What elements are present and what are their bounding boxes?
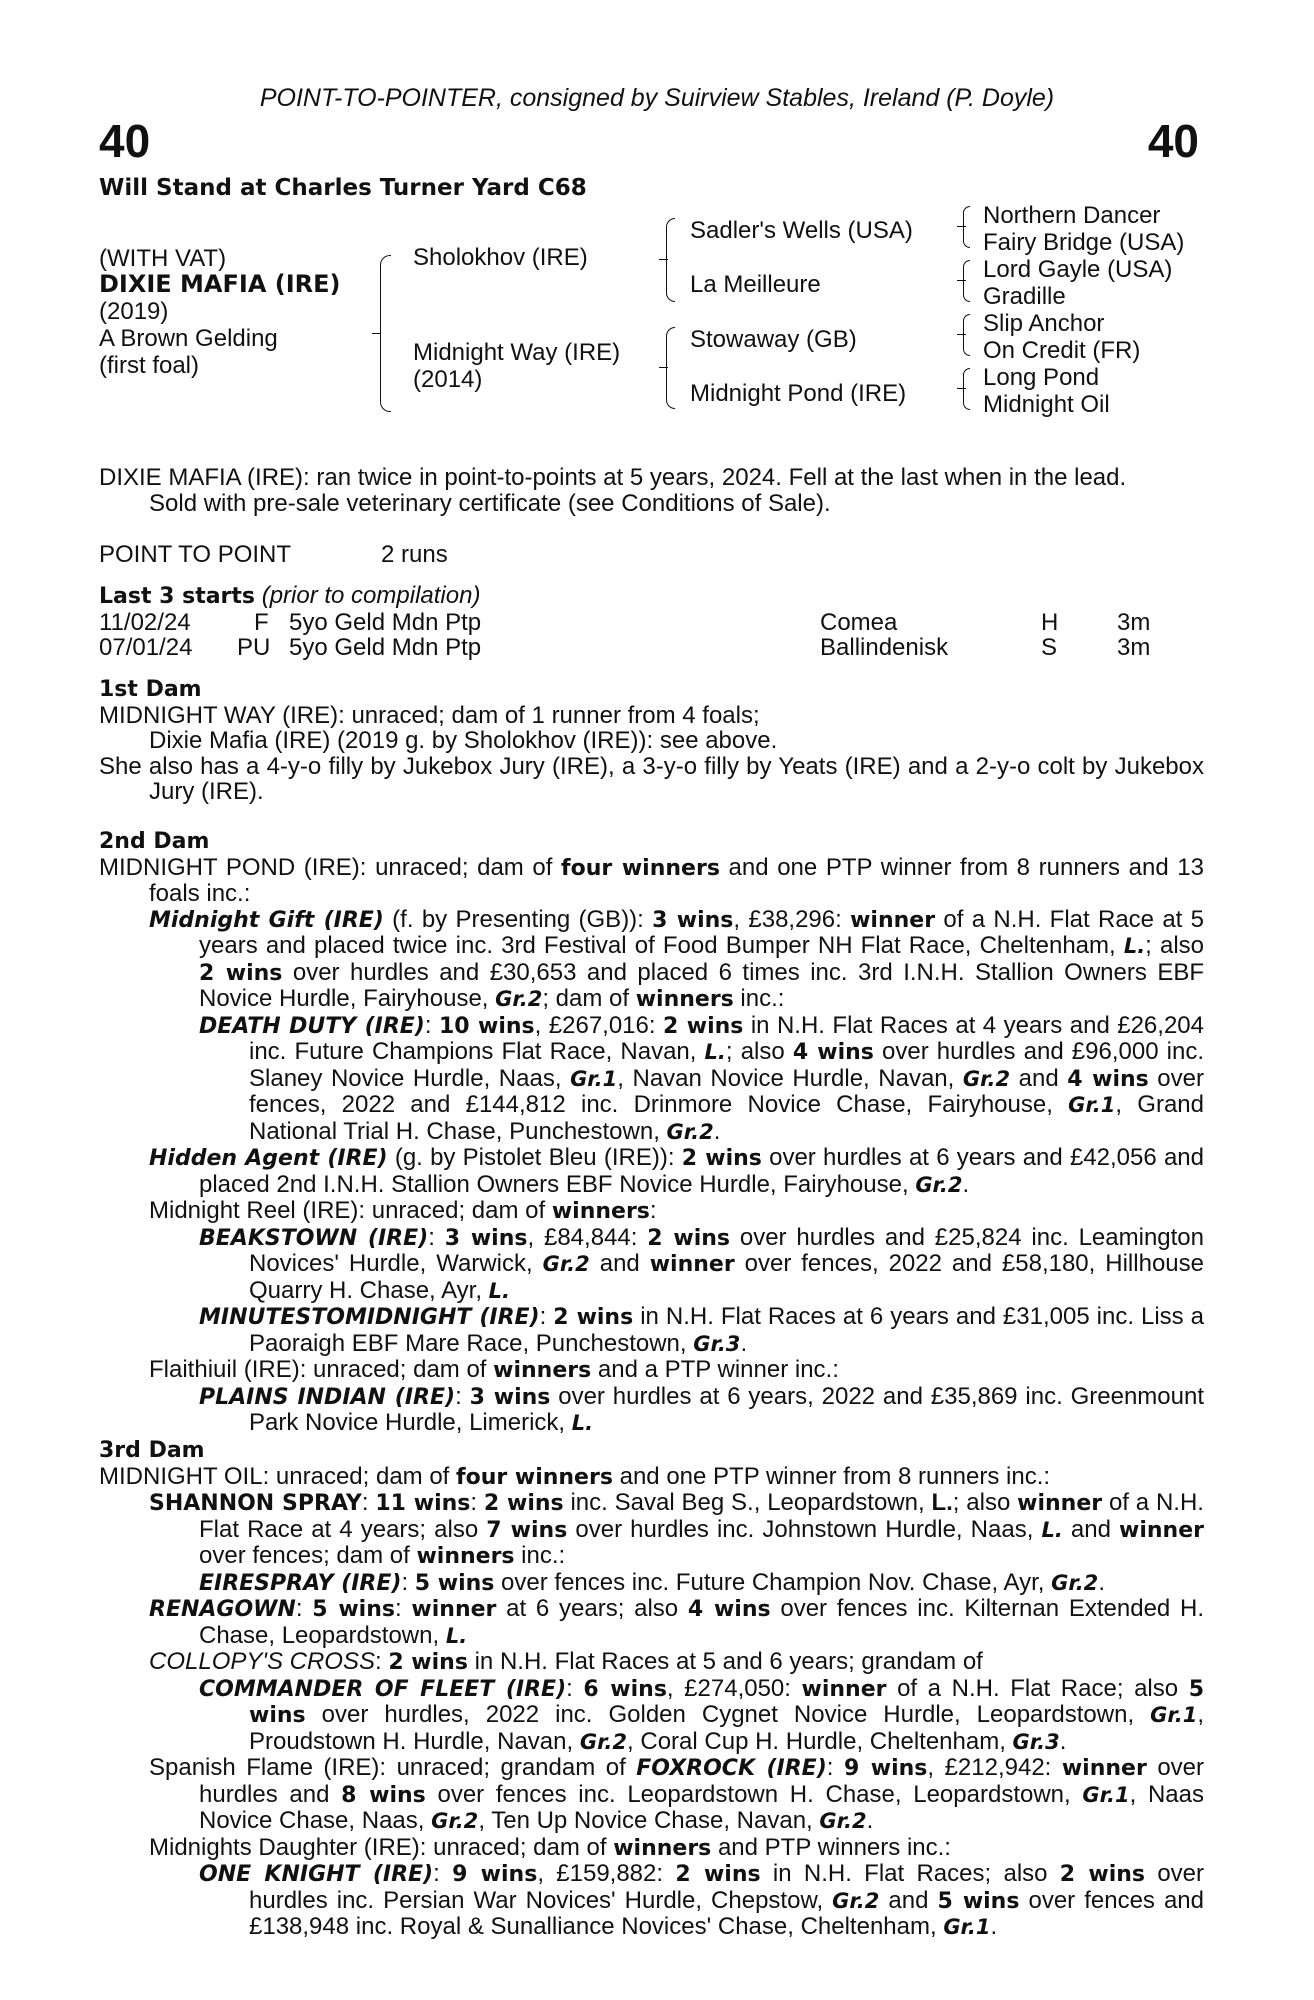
start-going: S [1041,634,1058,661]
pedigree-gg-1: Northern Dancer [983,202,1161,229]
text: . [990,1913,998,1940]
grade: Gr.1 [943,1915,991,1939]
text: ; also [952,1489,1018,1516]
grade: L. [931,1489,953,1516]
grade: L. [1123,934,1146,958]
first-dam-produce: Dixie Mafia (IRE) (2019 g. by Sholokhov (IRE)): see above. [149,727,778,754]
text: (f. by Presenting (GB)): [383,905,653,933]
text: : [455,1382,470,1410]
text: over hurdles inc. Persian War Novices' Hurdle, Chepstow, [249,1860,1205,1914]
last-starts-heading [99,583,1204,610]
last-starts-title: Last 3 starts [99,584,256,609]
ptp-label: POINT TO POINT [99,541,292,568]
pedigree-brace-main [380,255,391,412]
horse-link: BEAKSTOWN (IRE) [199,1225,429,1251]
text: , £159,882: [537,1860,676,1887]
text: MIDNIGHT OIL: unraced; dam of [99,1462,457,1490]
text: . [962,1170,970,1198]
text: 2 wins [1059,1862,1146,1887]
text: winner [411,1597,497,1622]
text: 5 wins [414,1570,495,1596]
text: winners [416,1544,515,1569]
text: . [1059,1727,1067,1755]
text: . [740,1329,748,1357]
text: over hurdles and £96,000 inc. Slaney Novice Hurdle, Naas, [249,1038,1205,1092]
pedigree-gg-7: Long Pond [983,364,1100,391]
text: and one PTP winner from 8 runners and 13 foals inc.: [149,853,1204,907]
text: 10 wins [438,1013,535,1039]
text: winner [1017,1491,1103,1516]
text: winner [1119,1517,1204,1543]
pedigree-dam-sire: Stowaway (GB) [690,326,857,353]
horse-link: ONE KNIGHT (IRE) [199,1862,434,1887]
grade: Gr.2 [431,1809,479,1833]
text: , Grand National Trial H. Chase, Punchestown, [249,1091,1204,1145]
text: and [589,1250,650,1277]
ptp-value: 2 runs [381,541,448,568]
text: 2 wins [663,1013,744,1039]
horse-link: MINUTESTOMIDNIGHT (IRE) [199,1305,540,1330]
text: at 6 years; also [496,1595,688,1622]
text: four winners [456,1464,613,1490]
horse-description: A Brown Gelding [99,325,278,352]
text: : [401,1568,415,1596]
lot-number-right: 40 [1147,115,1199,167]
pedigree-brace-sire [666,218,675,302]
text: : [470,1489,484,1516]
grade: Gr.2 [819,1809,867,1833]
text: winners [551,1199,650,1224]
pedigree-brace-g2 [963,260,970,302]
pedigree-gg-4: Gradille [983,283,1066,310]
text: : [826,1754,844,1781]
text: 6 wins [583,1676,667,1702]
first-dam-section [99,677,1204,805]
text: over hurdles and £30,653 and placed 6 times inc. 3rd I.N.H. Stallion Owners EBF Novice Hurdle, Fairyhouse, [199,958,1204,1012]
text: ; also [725,1038,793,1065]
pedigree-brace-notch [659,259,668,260]
intro-line-1: DIXIE MAFIA (IRE): ran twice in point-to-points at 5 years, 2024. Fell at the last when in the lead. [99,464,1127,491]
horse-link: SHANNON SPRAY [149,1491,362,1516]
text: four winners [561,855,720,881]
horse-link: EIRESPRAY (IRE) [199,1570,402,1596]
text: : [424,1011,439,1039]
text: : [649,1197,657,1224]
text: : [374,1648,389,1675]
horse-link: PLAINS INDIAN (IRE) [199,1384,456,1410]
dam-entry [99,1145,1204,1198]
text: and [1062,1515,1120,1543]
text: Midnights Daughter (IRE): unraced; dam of [149,1833,614,1861]
grade: Gr.2 [832,1888,880,1913]
text: and a PTP winner inc.: [591,1356,839,1383]
text: (g. by Pistolet Bleu (IRE)): [387,1144,682,1171]
pedigree-gg-6: On Credit (FR) [983,337,1141,364]
text: 9 wins [452,1862,538,1887]
intro-line-2: Sold with pre-sale veterinary certificate (see Conditions of Sale). [149,489,831,517]
text: winner [1061,1756,1147,1781]
text: 2 wins [199,960,283,986]
pedigree-sire-sire: Sadler's Wells (USA) [690,217,913,244]
pedigree-gg-2: Fairy Bridge (USA) [983,229,1185,256]
text: over fences inc. Leopardstown H. Chase, Leopardstown, [425,1780,1083,1808]
text: over fences inc. Kilternan Extended H. Chase, Leopardstown, [199,1595,1205,1649]
dam-entry [99,1013,1204,1146]
start-position: F [254,608,269,636]
grade: L. [704,1040,726,1064]
grade: L. [1041,1517,1063,1542]
text: of a N.H. Flat Race at 4 years; also [199,1489,1204,1543]
text: 5 wins [249,1676,1204,1728]
text: 7 wins [486,1517,568,1543]
text: and [879,1886,938,1914]
lot-number-left: 40 [99,115,151,167]
text: : [295,1595,313,1622]
text: and [1010,1064,1068,1092]
text: winners [613,1835,712,1861]
text: 4 wins [1067,1066,1149,1092]
dam-entry [99,1225,1204,1305]
text: 11 wins [375,1491,471,1516]
grade: Gr.1 [570,1066,618,1091]
text: inc. Saval Beg S., Leopardstown, [563,1489,932,1516]
first-dam-title: 1st Dam [99,677,202,702]
horse-foal-note: (first foal) [99,352,200,379]
pedigree-gg-8: Midnight Oil [983,391,1110,418]
grade: Gr.2 [579,1729,628,1754]
dam-entry [99,1464,1204,1491]
text: , Navan Novice Hurdle, Navan, [617,1064,963,1092]
text: in N.H. Flat Races at 6 years and £31,005 inc. Liss a Paoraigh EBF Mare Race, Punchestown, [249,1303,1205,1357]
second-dam-title: 2nd Dam [99,829,210,854]
start-race: 5yo Geld Mdn Ptp [289,634,482,661]
dam-entry [99,1198,1204,1225]
third-dam-title: 3rd Dam [99,1438,205,1463]
pedigree-brace-notch [372,333,381,334]
text: MIDNIGHT POND (IRE): unraced; dam of [99,853,562,881]
text: , £267,016: [534,1011,663,1039]
pedigree-brace-dam [666,327,675,409]
text: . [713,1117,721,1145]
text: 3 wins [469,1384,551,1410]
text: over fences, 2022 and £144,812 inc. Drinmore Novice Chase, Fairyhouse, [249,1064,1204,1118]
start-going: H [1041,608,1059,636]
pedigree-brace-notch [957,334,966,335]
dam-entry [99,1835,1204,1862]
text: 2 wins [553,1305,634,1330]
first-dam-foals: She also has a 4-y-o filly by Jukebox Jury (IRE), a 3-y-o filly by Yeats (IRE) and a 2-y-o colt by Jukebox Jury (IRE). [99,752,1204,805]
stand-location: Will Stand at Charles Turner Yard C68 [99,175,587,201]
grade: Gr.3 [1012,1729,1060,1754]
text: over fences and £138,948 inc. Royal & Sunalliance Novices' Chase, Cheltenham, [249,1886,1204,1940]
grade: L. [445,1623,468,1648]
last-start-row [99,635,1204,661]
horse-year: (2019) [99,298,169,325]
text: : [394,1595,412,1622]
text: over hurdles inc. Johnstown Hurdle, Naas, [567,1515,1042,1543]
pedigree-brace-notch [957,226,966,227]
pedigree-dam-dam: Midnight Pond (IRE) [690,380,907,407]
text: 5 wins [312,1597,395,1622]
text: over fences, 2022 and £58,180, Hillhouse Quarry H. Chase, Ayr, [249,1250,1204,1304]
text: over hurdles at 6 years and £42,056 and placed 2nd I.N.H. Stallion Owners EBF Novice Hurdle, Fairyhouse, [199,1144,1204,1198]
text: over hurdles, 2022 inc. Golden Cygnet Novice Hurdle, Leopardstown, [305,1701,1151,1728]
dam-entry [99,907,1204,1013]
text: inc.: [733,985,785,1012]
grade: Gr.1 [1082,1782,1130,1807]
text: over fences inc. Future Champion Nov. Chase, Ayr, [494,1568,1052,1596]
grade: Gr.2 [495,987,543,1011]
text: , Naas Novice Chase, Naas, [199,1780,1204,1834]
text: 3 wins [652,907,734,933]
dam-entry [99,1304,1204,1357]
dam-entry [99,1755,1204,1835]
text: winner [850,907,936,933]
text: 2 wins [483,1491,564,1516]
text: Spanish Flame (IRE): unraced; grandam of [149,1754,637,1781]
grade: Gr.2 [666,1119,714,1144]
vat-note: (WITH VAT) [99,245,227,272]
dam-entry [99,1596,1204,1649]
text: winners [635,987,734,1012]
text: of a N.H. Flat Race at 5 years and placed twice inc. 3rd Festival of Food Bumper NH Flat Race, Cheltenham, [199,905,1204,959]
pedigree-gg-3: Lord Gayle (USA) [983,256,1173,283]
text: over hurdles at 6 years, 2022 and £35,869 inc. Greenmount Park Novice Hurdle, Limerick, [249,1382,1204,1436]
text: ; dam of [542,985,636,1012]
pedigree-brace-notch [659,367,668,368]
text: inc.: [514,1542,566,1569]
text: and PTP winners inc.: [711,1833,951,1861]
grade: Gr.2 [1051,1570,1099,1595]
dam-entry [99,1861,1204,1941]
text: 2 wins [388,1650,468,1675]
text: of a N.H. Flat Race; also [886,1674,1189,1702]
start-course: Ballindenisk [820,634,949,661]
horse-link: RENAGOWN [149,1597,296,1622]
text: : [566,1674,584,1702]
text: 8 wins [341,1782,426,1808]
text: 9 wins [843,1756,928,1781]
horse-link: Midnight Gift (IRE) [149,907,384,933]
text: : [433,1860,453,1887]
intro-block [99,465,1204,516]
pedigree-brace-notch [957,280,966,281]
text: 2 wins [647,1225,731,1251]
pedigree-brace-g1 [963,206,970,248]
text: , Ten Up Novice Chase, Navan, [478,1807,820,1834]
text: , £84,844: [527,1223,648,1251]
first-dam-line: MIDNIGHT WAY (IRE): unraced; dam of 1 runner from 4 foals; [99,701,760,729]
text: ; also [1145,932,1204,959]
text: 5 wins [937,1888,1020,1914]
text: winner [649,1252,735,1277]
pedigree-sire-dam: La Meilleure [690,271,821,298]
start-position: PU [237,634,271,661]
horse-name: DIXIE MAFIA (IRE) [99,270,341,298]
dam-entry [99,1676,1204,1756]
dam-entry [99,1357,1204,1384]
dam-entry [99,855,1204,907]
text: 2 wins [681,1146,762,1171]
pedigree-brace-g4 [963,368,970,410]
text: 2 wins [675,1862,761,1887]
pedigree-gg-5: Slip Anchor [983,310,1105,337]
text: , Coral Cup H. Hurdle, Cheltenham, [627,1727,1013,1755]
text: Flaithiuil (IRE): unraced; dam of [149,1356,494,1383]
text: winner [801,1676,887,1702]
horse-link: DEATH DUTY (IRE) [199,1013,425,1039]
text: , £38,296: [733,905,851,933]
dam-entry [99,1649,1204,1676]
pedigree-brace-notch [957,388,966,389]
grade: Gr.1 [1150,1703,1198,1727]
dam-entry [99,1384,1204,1437]
text: over fences; dam of [199,1542,417,1569]
start-date: 11/02/24 [99,608,191,636]
horse-link: FOXROCK (IRE) [636,1756,827,1781]
second-dam-section [99,829,1204,1437]
dam-entry [99,1490,1204,1570]
grade: Gr.1 [1068,1093,1116,1117]
text: , £274,050: [666,1674,802,1702]
text: . [1098,1568,1105,1596]
start-distance: 3m [1117,608,1151,636]
start-course: Comea [820,608,898,636]
pedigree-dam: Midnight Way (IRE) [413,339,621,366]
start-race: 5yo Geld Mdn Ptp [289,608,482,636]
text: in N.H. Flat Races; also [760,1860,1060,1887]
text: 4 wins [687,1597,771,1622]
text: and one PTP winner from 8 runners inc.: [612,1462,1051,1490]
last-start-row [99,610,1204,636]
grade: Gr.2 [542,1252,590,1276]
start-distance: 3m [1117,634,1151,661]
grade: Gr.2 [962,1066,1011,1091]
text: over hurdles and £25,824 inc. Leamington Novices' Hurdle, Warwick, [249,1223,1205,1277]
text: 4 wins [792,1040,874,1065]
text: over hurdles and [199,1754,1205,1808]
last-starts-note: (prior to compilation) [261,582,481,609]
last-starts-section [99,583,1204,661]
horse-link: COMMANDER OF FLEET (IRE) [199,1676,567,1702]
grade: L. [488,1278,511,1303]
text: , £212,942: [927,1754,1062,1781]
pedigree-brace-g3 [963,314,970,356]
horse-link: Hidden Agent (IRE) [149,1146,388,1171]
text: Midnight Reel (IRE): unraced; dam of [149,1197,552,1224]
consignor-header: POINT-TO-POINTER, consigned by Suirview Stables, Ireland (P. Doyle) [259,84,1055,112]
pedigree-sire: Sholokhov (IRE) [413,244,588,271]
text: in N.H. Flat Races at 5 and 6 years; grandam of [467,1648,983,1675]
text: in N.H. Flat Races at 4 years and £26,204 inc. Future Champions Flat Race, Navan, [249,1011,1204,1065]
grade: Gr.3 [693,1331,741,1356]
text: , Proudstown H. Hurdle, Navan, [249,1701,1204,1755]
text: winners [493,1358,592,1383]
horse-link: COLLOPY'S CROSS [149,1648,375,1675]
third-dam-section [99,1438,1204,1941]
text: : [539,1303,554,1330]
dam-entry [99,1570,1204,1597]
grade: Gr.2 [915,1172,963,1197]
pedigree-dam-year: (2014) [413,366,483,393]
text: 3 wins [444,1225,528,1251]
text: . [866,1807,874,1834]
text: : [361,1489,376,1516]
grade: L. [571,1411,594,1435]
start-date: 07/01/24 [99,634,193,661]
text: : [428,1223,445,1251]
